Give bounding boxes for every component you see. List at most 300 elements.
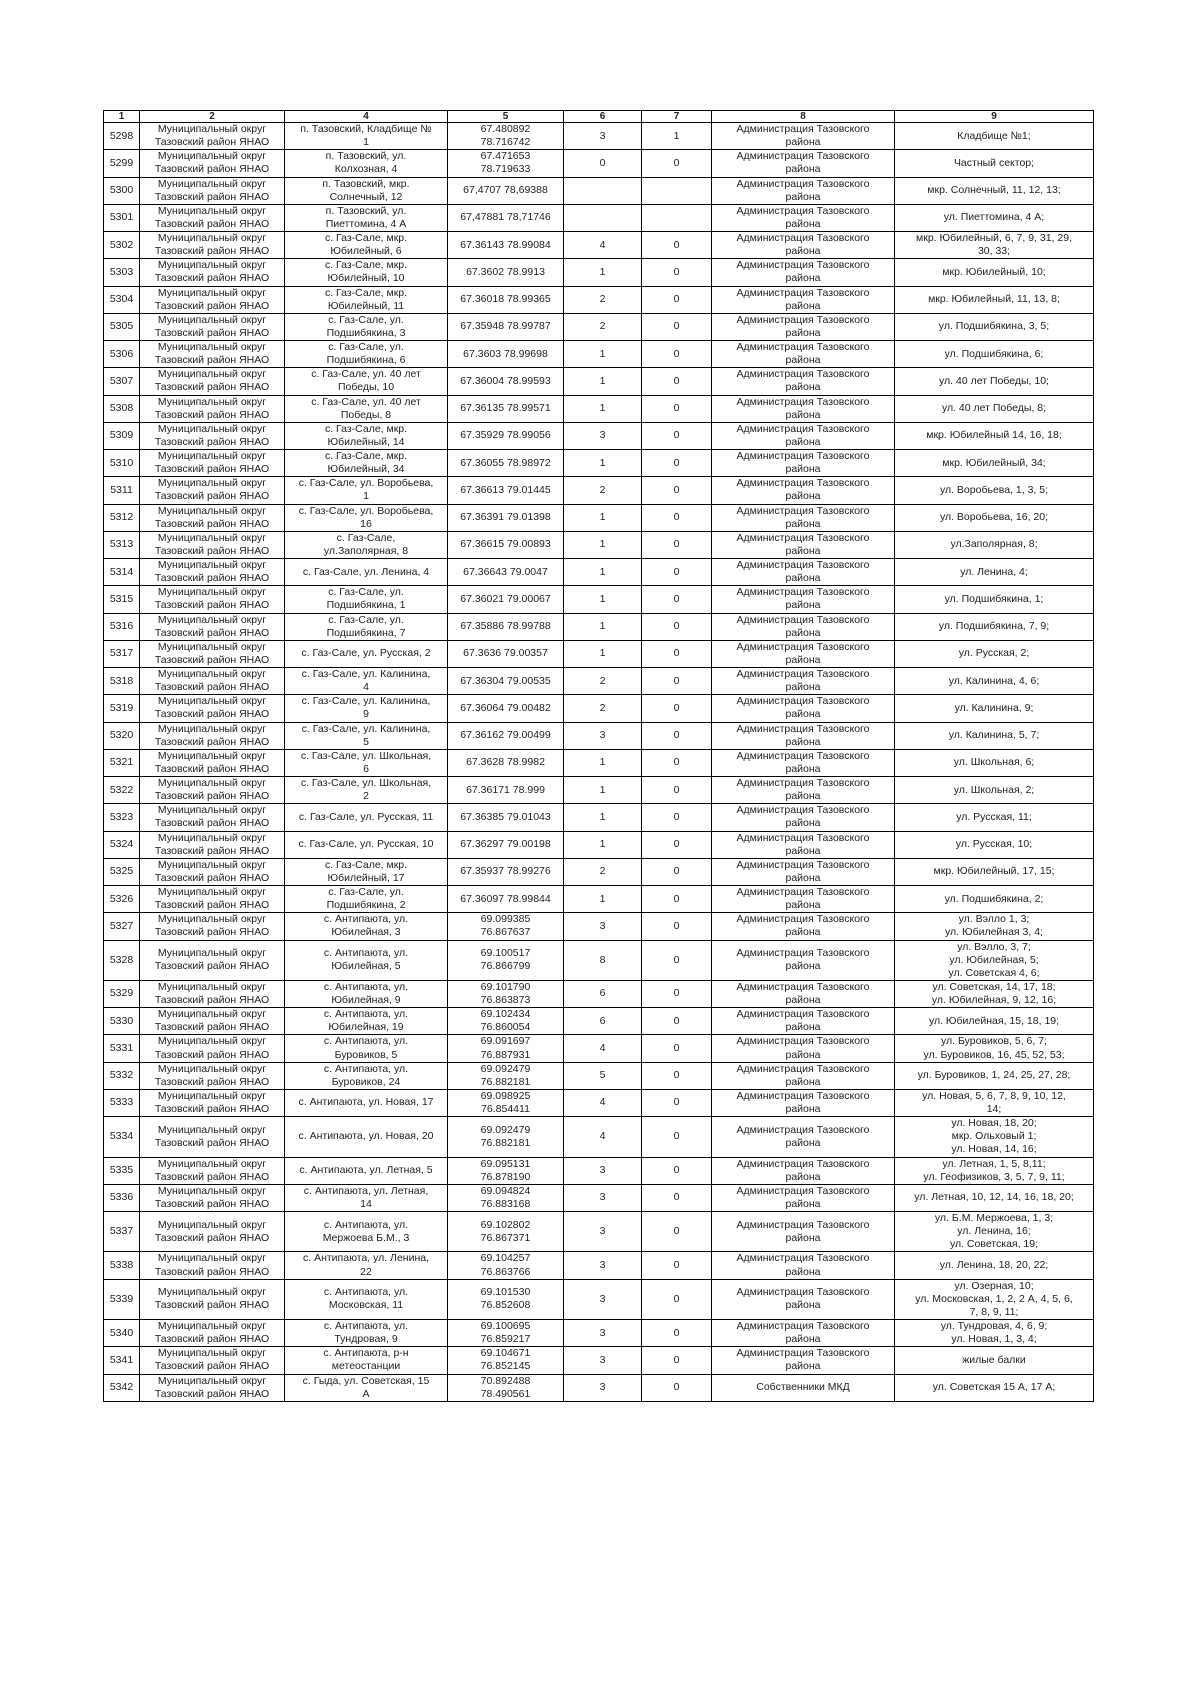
- bunker-count-cell: 0: [642, 722, 712, 749]
- coordinates-cell: 69.104671 76.852145: [448, 1347, 564, 1374]
- owner-cell: Администрация Тазовского района: [712, 913, 895, 940]
- coordinates-cell: 69.095131 76.878190: [448, 1157, 564, 1184]
- municipality-cell: Муниципальный округ Тазовский район ЯНАО: [140, 886, 285, 913]
- coordinates-cell: 67.36385 79.01043: [448, 804, 564, 831]
- table-row: [104, 450, 1094, 477]
- row-number-cell: 5317: [104, 640, 140, 667]
- coordinates-cell: 67.3602 78.9913: [448, 259, 564, 286]
- coordinates-cell: 67.36171 78.999: [448, 777, 564, 804]
- municipality-cell: Муниципальный округ Тазовский район ЯНАО: [140, 204, 285, 231]
- container-count-cell: 1: [564, 559, 642, 586]
- row-number-cell: 5310: [104, 450, 140, 477]
- owner-cell: Администрация Тазовского района: [712, 586, 895, 613]
- container-count-cell: 2: [564, 286, 642, 313]
- coordinates-cell: 67.36297 79.00198: [448, 831, 564, 858]
- coordinates-cell: 67.471653 78.719633: [448, 150, 564, 177]
- municipality-cell: Муниципальный округ Тазовский район ЯНАО: [140, 341, 285, 368]
- served-addresses-cell: ул. Ленина, 4;: [895, 559, 1094, 586]
- row-number-cell: 5332: [104, 1062, 140, 1089]
- municipality-cell: Муниципальный округ Тазовский район ЯНАО: [140, 777, 285, 804]
- bunker-count-cell: 0: [642, 1008, 712, 1035]
- owner-cell: Администрация Тазовского района: [712, 1320, 895, 1347]
- owner-cell: Администрация Тазовского района: [712, 831, 895, 858]
- container-count-cell: 1: [564, 749, 642, 776]
- bunker-count-cell: 0: [642, 831, 712, 858]
- municipality-cell: Муниципальный округ Тазовский район ЯНАО: [140, 531, 285, 558]
- bunker-count-cell: 0: [642, 858, 712, 885]
- served-addresses-cell: ул. Подшибякина, 3, 5;: [895, 313, 1094, 340]
- row-number-cell: 5334: [104, 1117, 140, 1157]
- row-number-cell: 5338: [104, 1252, 140, 1279]
- coordinates-cell: 67.35929 78.99056: [448, 422, 564, 449]
- coordinates-cell: 69.092479 76.882181: [448, 1117, 564, 1157]
- table-row: [104, 1062, 1094, 1089]
- container-count-cell: 4: [564, 1117, 642, 1157]
- coordinates-cell: 67.36162 79.00499: [448, 722, 564, 749]
- address-cell: с. Газ-Сале, ул. Подшибякина, 1: [285, 586, 448, 613]
- row-number-cell: 5324: [104, 831, 140, 858]
- served-addresses-cell: ул. Подшибякина, 1;: [895, 586, 1094, 613]
- container-count-cell: 3: [564, 1252, 642, 1279]
- row-number-cell: 5337: [104, 1212, 140, 1252]
- row-number-cell: 5339: [104, 1279, 140, 1319]
- served-addresses-cell: ул. Калинина, 9;: [895, 695, 1094, 722]
- municipality-cell: Муниципальный округ Тазовский район ЯНАО: [140, 150, 285, 177]
- table-row: [104, 368, 1094, 395]
- bunker-count-cell: 0: [642, 749, 712, 776]
- address-cell: с. Газ-Сале, ул. Школьная, 2: [285, 777, 448, 804]
- bunker-count-cell: 0: [642, 341, 712, 368]
- coordinates-cell: 67.36643 79.0047: [448, 559, 564, 586]
- address-cell: с. Газ-Сале, ул. Калинина, 4: [285, 668, 448, 695]
- address-cell: с. Газ-Сале, ул. Школьная, 6: [285, 749, 448, 776]
- row-number-cell: 5307: [104, 368, 140, 395]
- served-addresses-cell: ул. Калинина, 4, 6;: [895, 668, 1094, 695]
- bunker-count-cell: 0: [642, 1252, 712, 1279]
- owner-cell: Администрация Тазовского района: [712, 286, 895, 313]
- owner-cell: Администрация Тазовского района: [712, 613, 895, 640]
- served-addresses-cell: ул. Летная, 1, 5, 8,11; ул. Геофизиков, 3, 5, 7, 9, 11;: [895, 1157, 1094, 1184]
- table-row: [104, 477, 1094, 504]
- row-number-cell: 5298: [104, 123, 140, 150]
- coordinates-cell: 69.102802 76.867371: [448, 1212, 564, 1252]
- owner-cell: Администрация Тазовского района: [712, 1279, 895, 1319]
- container-count-cell: 0: [564, 150, 642, 177]
- address-cell: с. Газ-Сале, ул. Русская, 10: [285, 831, 448, 858]
- municipality-cell: Муниципальный округ Тазовский район ЯНАО: [140, 450, 285, 477]
- row-number-cell: 5331: [104, 1035, 140, 1062]
- municipality-cell: Муниципальный округ Тазовский район ЯНАО: [140, 858, 285, 885]
- bunker-count-cell: 0: [642, 477, 712, 504]
- row-number-cell: 5314: [104, 559, 140, 586]
- served-addresses-cell: Частный сектор;: [895, 150, 1094, 177]
- row-number-cell: 5328: [104, 940, 140, 980]
- owner-cell: Администрация Тазовского района: [712, 123, 895, 150]
- table-row: [104, 831, 1094, 858]
- served-addresses-cell: ул. Подшибякина, 2;: [895, 886, 1094, 913]
- municipality-cell: Муниципальный округ Тазовский район ЯНАО: [140, 613, 285, 640]
- coordinates-cell: 70.892488 78.490561: [448, 1374, 564, 1401]
- municipality-cell: Муниципальный округ Тазовский район ЯНАО: [140, 1279, 285, 1319]
- row-number-cell: 5319: [104, 695, 140, 722]
- owner-cell: Администрация Тазовского района: [712, 980, 895, 1007]
- coordinates-cell: 67.36004 78.99593: [448, 368, 564, 395]
- row-number-cell: 5329: [104, 980, 140, 1007]
- served-addresses-cell: ул. Новая, 18, 20; мкр. Ольховый 1; ул. Новая, 14, 16;: [895, 1117, 1094, 1157]
- table-row: [104, 1374, 1094, 1401]
- container-count-cell: 4: [564, 1035, 642, 1062]
- served-addresses-cell: жилые балки: [895, 1347, 1094, 1374]
- owner-cell: Администрация Тазовского района: [712, 313, 895, 340]
- address-cell: с. Газ-Сале, ул. Воробьева, 16: [285, 504, 448, 531]
- bunker-count-cell: 0: [642, 150, 712, 177]
- owner-cell: Администрация Тазовского района: [712, 1252, 895, 1279]
- bunker-count-cell: 0: [642, 1089, 712, 1116]
- owner-cell: Администрация Тазовского района: [712, 1347, 895, 1374]
- table-row: [104, 259, 1094, 286]
- owner-cell: Администрация Тазовского района: [712, 722, 895, 749]
- address-cell: с. Газ-Сале, ул. Калинина, 5: [285, 722, 448, 749]
- table-row: [104, 613, 1094, 640]
- owner-cell: Администрация Тазовского района: [712, 886, 895, 913]
- municipality-cell: Муниципальный округ Тазовский район ЯНАО: [140, 368, 285, 395]
- bunker-count-cell: 0: [642, 668, 712, 695]
- row-number-cell: 5321: [104, 749, 140, 776]
- owner-cell: Администрация Тазовского района: [712, 1184, 895, 1211]
- municipality-cell: Муниципальный округ Тазовский район ЯНАО: [140, 749, 285, 776]
- owner-cell: Администрация Тазовского района: [712, 940, 895, 980]
- municipality-cell: Муниципальный округ Тазовский район ЯНАО: [140, 1089, 285, 1116]
- address-cell: с. Газ-Сале, мкр. Юбилейный, 11: [285, 286, 448, 313]
- container-count-cell: 8: [564, 940, 642, 980]
- table-row: [104, 1035, 1094, 1062]
- owner-cell: Администрация Тазовского района: [712, 177, 895, 204]
- address-cell: с. Антипаюта, ул. Летная, 14: [285, 1184, 448, 1211]
- coordinates-cell: 67.36304 79.00535: [448, 668, 564, 695]
- container-count-cell: 2: [564, 313, 642, 340]
- table-row: [104, 123, 1094, 150]
- served-addresses-cell: мкр. Юбилейный, 11, 13, 8;: [895, 286, 1094, 313]
- municipality-cell: Муниципальный округ Тазовский район ЯНАО: [140, 422, 285, 449]
- container-count-cell: 3: [564, 722, 642, 749]
- address-cell: с. Газ-Сале, ул. Воробьева, 1: [285, 477, 448, 504]
- municipality-cell: Муниципальный округ Тазовский район ЯНАО: [140, 1252, 285, 1279]
- owner-cell: Администрация Тазовского района: [712, 531, 895, 558]
- municipality-cell: Муниципальный округ Тазовский район ЯНАО: [140, 559, 285, 586]
- served-addresses-cell: ул. Воробьева, 1, 3, 5;: [895, 477, 1094, 504]
- address-cell: с. Антипаюта, ул. Юбилейная, 3: [285, 913, 448, 940]
- row-number-cell: 5306: [104, 341, 140, 368]
- address-cell: с. Антипаюта, ул. Тундровая, 9: [285, 1320, 448, 1347]
- served-addresses-cell: мкр. Юбилейный 14, 16, 18;: [895, 422, 1094, 449]
- row-number-cell: 5326: [104, 886, 140, 913]
- coordinates-cell: 69.100695 76.859217: [448, 1320, 564, 1347]
- address-cell: с. Антипаюта, ул. Юбилейная, 5: [285, 940, 448, 980]
- address-cell: с. Газ-Сале, ул. 40 лет Победы, 8: [285, 395, 448, 422]
- municipality-cell: Муниципальный округ Тазовский район ЯНАО: [140, 1062, 285, 1089]
- municipality-cell: Муниципальный округ Тазовский район ЯНАО: [140, 1184, 285, 1211]
- table-row: [104, 1279, 1094, 1319]
- address-cell: п. Тазовский, ул. Колхозная, 4: [285, 150, 448, 177]
- owner-cell: Администрация Тазовского района: [712, 150, 895, 177]
- bunker-count-cell: 0: [642, 886, 712, 913]
- address-cell: с. Газ-Сале, мкр. Юбилейный, 34: [285, 450, 448, 477]
- served-addresses-cell: ул. Пиеттомина, 4 А;: [895, 204, 1094, 231]
- served-addresses-cell: ул. Озерная, 10; ул. Московская, 1, 2, 2 А, 4, 5, 6, 7, 8, 9, 11;: [895, 1279, 1094, 1319]
- container-count-cell: 4: [564, 1089, 642, 1116]
- table-row: [104, 913, 1094, 940]
- served-addresses-cell: ул. Русская, 2;: [895, 640, 1094, 667]
- coordinates-cell: 67.36615 79.00893: [448, 531, 564, 558]
- served-addresses-cell: ул. Русская, 10;: [895, 831, 1094, 858]
- container-count-cell: 1: [564, 586, 642, 613]
- served-addresses-cell: ул. Школьная, 2;: [895, 777, 1094, 804]
- container-count-cell: [564, 177, 642, 204]
- column-header-9: 9: [895, 111, 1094, 123]
- container-count-cell: 5: [564, 1062, 642, 1089]
- municipality-cell: Муниципальный округ Тазовский район ЯНАО: [140, 1347, 285, 1374]
- table-row: [104, 668, 1094, 695]
- table-row: [104, 1347, 1094, 1374]
- served-addresses-cell: ул. Вэлло 1, 3; ул. Юбилейная 3, 4;: [895, 913, 1094, 940]
- row-number-cell: 5309: [104, 422, 140, 449]
- municipality-cell: Муниципальный округ Тазовский район ЯНАО: [140, 831, 285, 858]
- owner-cell: Администрация Тазовского района: [712, 1212, 895, 1252]
- address-cell: с. Газ-Сале, мкр. Юбилейный, 17: [285, 858, 448, 885]
- coordinates-cell: 67.36018 78.99365: [448, 286, 564, 313]
- table-row: [104, 286, 1094, 313]
- owner-cell: Администрация Тазовского района: [712, 504, 895, 531]
- bunker-count-cell: 0: [642, 1157, 712, 1184]
- container-count-cell: 1: [564, 450, 642, 477]
- address-cell: с. Антипаюта, ул. Мержоева Б.М., 3: [285, 1212, 448, 1252]
- row-number-cell: 5320: [104, 722, 140, 749]
- row-number-cell: 5318: [104, 668, 140, 695]
- served-addresses-cell: мкр. Юбилейный, 6, 7, 9, 31, 29, 30, 33;: [895, 232, 1094, 259]
- column-header-8: 8: [712, 111, 895, 123]
- address-cell: с. Газ-Сале, ул. Калинина, 9: [285, 695, 448, 722]
- coordinates-cell: 67.3636 79.00357: [448, 640, 564, 667]
- coordinates-cell: 67.36097 78.99844: [448, 886, 564, 913]
- served-addresses-cell: ул. Подшибякина, 6;: [895, 341, 1094, 368]
- coordinates-cell: 67.3628 78.9982: [448, 749, 564, 776]
- owner-cell: Администрация Тазовского района: [712, 1062, 895, 1089]
- owner-cell: Администрация Тазовского района: [712, 559, 895, 586]
- bunker-count-cell: [642, 204, 712, 231]
- owner-cell: Администрация Тазовского района: [712, 232, 895, 259]
- row-number-cell: 5341: [104, 1347, 140, 1374]
- municipality-cell: Муниципальный округ Тазовский район ЯНАО: [140, 395, 285, 422]
- container-count-cell: 3: [564, 1279, 642, 1319]
- coordinates-cell: 67.36064 79.00482: [448, 695, 564, 722]
- address-cell: с. Гыда, ул. Советская, 15 А: [285, 1374, 448, 1401]
- row-number-cell: 5301: [104, 204, 140, 231]
- address-cell: с. Газ-Сале, ул. Русская, 2: [285, 640, 448, 667]
- address-cell: с. Газ-Сале, мкр. Юбилейный, 10: [285, 259, 448, 286]
- row-number-cell: 5300: [104, 177, 140, 204]
- served-addresses-cell: ул. Б.М. Мержоева, 1, 3; ул. Ленина, 16; ул. Советская, 19;: [895, 1212, 1094, 1252]
- row-number-cell: 5333: [104, 1089, 140, 1116]
- municipality-cell: Муниципальный округ Тазовский район ЯНАО: [140, 804, 285, 831]
- served-addresses-cell: ул. Воробьева, 16, 20;: [895, 504, 1094, 531]
- address-cell: с. Антипаюта, ул. Юбилейная, 9: [285, 980, 448, 1007]
- container-count-cell: 1: [564, 531, 642, 558]
- bunker-count-cell: 0: [642, 1062, 712, 1089]
- address-cell: п. Тазовский, ул. Пиеттомина, 4 А: [285, 204, 448, 231]
- row-number-cell: 5313: [104, 531, 140, 558]
- coordinates-cell: 67.3603 78.99698: [448, 341, 564, 368]
- coordinates-cell: 67.36055 78.98972: [448, 450, 564, 477]
- container-count-cell: 3: [564, 1212, 642, 1252]
- bunker-count-cell: 0: [642, 804, 712, 831]
- row-number-cell: 5327: [104, 913, 140, 940]
- container-count-cell: 1: [564, 831, 642, 858]
- owner-cell: Администрация Тазовского района: [712, 1008, 895, 1035]
- served-addresses-cell: ул. Ленина, 18, 20, 22;: [895, 1252, 1094, 1279]
- address-cell: с. Газ-Сале, ул. Подшибякина, 7: [285, 613, 448, 640]
- coordinates-cell: 69.099385 76.867637: [448, 913, 564, 940]
- coordinates-cell: 69.101790 76.863873: [448, 980, 564, 1007]
- table-row: [104, 422, 1094, 449]
- row-number-cell: 5305: [104, 313, 140, 340]
- row-number-cell: 5312: [104, 504, 140, 531]
- row-number-cell: 5302: [104, 232, 140, 259]
- coordinates-cell: 67.36021 79.00067: [448, 586, 564, 613]
- row-number-cell: 5323: [104, 804, 140, 831]
- bunker-count-cell: 0: [642, 313, 712, 340]
- coordinates-cell: 69.094824 76.883168: [448, 1184, 564, 1211]
- municipality-cell: Муниципальный округ Тазовский район ЯНАО: [140, 722, 285, 749]
- coordinates-cell: 67.36391 79.01398: [448, 504, 564, 531]
- owner-cell: Администрация Тазовского района: [712, 668, 895, 695]
- table-row: [104, 531, 1094, 558]
- table-row: [104, 749, 1094, 776]
- bunker-count-cell: 0: [642, 450, 712, 477]
- owner-cell: Администрация Тазовского района: [712, 1157, 895, 1184]
- table-row: [104, 1184, 1094, 1211]
- bunker-count-cell: [642, 177, 712, 204]
- municipality-cell: Муниципальный округ Тазовский район ЯНАО: [140, 940, 285, 980]
- bunker-count-cell: 0: [642, 232, 712, 259]
- row-number-cell: 5335: [104, 1157, 140, 1184]
- address-cell: с. Газ-Сале, ул. 40 лет Победы, 10: [285, 368, 448, 395]
- document-table-container: [103, 110, 1093, 1402]
- table-header-row: [104, 111, 1094, 123]
- container-count-cell: 2: [564, 477, 642, 504]
- container-count-cell: 1: [564, 777, 642, 804]
- bunker-count-cell: 0: [642, 1374, 712, 1401]
- coordinates-cell: 67.480892 78.716742: [448, 123, 564, 150]
- owner-cell: Администрация Тазовского района: [712, 341, 895, 368]
- served-addresses-cell: ул. Русская, 11;: [895, 804, 1094, 831]
- municipality-cell: Муниципальный округ Тазовский район ЯНАО: [140, 640, 285, 667]
- address-cell: с. Антипаюта, ул. Московская, 11: [285, 1279, 448, 1319]
- address-cell: с. Газ-Сале, ул. Ленина, 4: [285, 559, 448, 586]
- owner-cell: Администрация Тазовского района: [712, 777, 895, 804]
- column-header-6: 6: [564, 111, 642, 123]
- table-row: [104, 1252, 1094, 1279]
- table-row: [104, 504, 1094, 531]
- table-row: [104, 980, 1094, 1007]
- municipality-cell: Муниципальный округ Тазовский район ЯНАО: [140, 313, 285, 340]
- table-row: [104, 395, 1094, 422]
- container-count-cell: 2: [564, 695, 642, 722]
- bunker-count-cell: 0: [642, 504, 712, 531]
- coordinates-cell: 67.35948 78.99787: [448, 313, 564, 340]
- table-row: [104, 177, 1094, 204]
- served-addresses-cell: мкр. Юбилейный, 17, 15;: [895, 858, 1094, 885]
- table-row: [104, 886, 1094, 913]
- container-count-cell: 6: [564, 980, 642, 1007]
- container-count-cell: 1: [564, 613, 642, 640]
- table-row: [104, 313, 1094, 340]
- municipality-cell: Муниципальный округ Тазовский район ЯНАО: [140, 913, 285, 940]
- address-cell: с. Газ-Сале, мкр. Юбилейный, 14: [285, 422, 448, 449]
- table-row: [104, 722, 1094, 749]
- municipality-cell: Муниципальный округ Тазовский район ЯНАО: [140, 1008, 285, 1035]
- bunker-count-cell: 0: [642, 1184, 712, 1211]
- table-row: [104, 858, 1094, 885]
- address-cell: с. Антипаюта, ул. Ленина, 22: [285, 1252, 448, 1279]
- container-count-cell: 3: [564, 1184, 642, 1211]
- municipality-cell: Муниципальный округ Тазовский район ЯНАО: [140, 586, 285, 613]
- table-row: [104, 804, 1094, 831]
- column-header-5: 5: [448, 111, 564, 123]
- row-number-cell: 5311: [104, 477, 140, 504]
- bunker-count-cell: 0: [642, 422, 712, 449]
- address-cell: с. Антипаюта, ул. Буровиков, 5: [285, 1035, 448, 1062]
- coordinates-cell: 67.35886 78.99788: [448, 613, 564, 640]
- bunker-count-cell: 0: [642, 1117, 712, 1157]
- column-header-7: 7: [642, 111, 712, 123]
- address-cell: с. Газ-Сале, ул.Заполярная, 8: [285, 531, 448, 558]
- owner-cell: Администрация Тазовского района: [712, 259, 895, 286]
- coordinates-cell: 69.101530 76.852608: [448, 1279, 564, 1319]
- table-row: [104, 341, 1094, 368]
- served-addresses-cell: ул. Буровиков, 1, 24, 25, 27, 28;: [895, 1062, 1094, 1089]
- container-count-cell: 3: [564, 1347, 642, 1374]
- coordinates-cell: 67.36143 78.99084: [448, 232, 564, 259]
- municipality-cell: Муниципальный округ Тазовский район ЯНАО: [140, 1374, 285, 1401]
- served-addresses-cell: ул. Новая, 5, 6, 7, 8, 9, 10, 12, 14;: [895, 1089, 1094, 1116]
- container-count-cell: 6: [564, 1008, 642, 1035]
- column-header-4: 4: [285, 111, 448, 123]
- container-count-cell: 1: [564, 640, 642, 667]
- address-cell: с. Антипаюта, р-н метеостанции: [285, 1347, 448, 1374]
- column-header-1: 1: [104, 111, 140, 123]
- address-cell: п. Тазовский, Кладбище № 1: [285, 123, 448, 150]
- table-row: [104, 559, 1094, 586]
- bunker-count-cell: 0: [642, 777, 712, 804]
- container-count-cell: 2: [564, 668, 642, 695]
- served-addresses-cell: ул. Советская 15 А, 17 А;: [895, 1374, 1094, 1401]
- container-count-cell: 1: [564, 341, 642, 368]
- owner-cell: Администрация Тазовского района: [712, 1089, 895, 1116]
- municipality-cell: Муниципальный округ Тазовский район ЯНАО: [140, 477, 285, 504]
- bunker-count-cell: 1: [642, 123, 712, 150]
- coordinates-cell: 69.104257 76.863766: [448, 1252, 564, 1279]
- container-count-cell: 3: [564, 1320, 642, 1347]
- owner-cell: Администрация Тазовского района: [712, 204, 895, 231]
- table-row: [104, 1157, 1094, 1184]
- table-row: [104, 1089, 1094, 1116]
- coordinates-cell: 67.35937 78.99276: [448, 858, 564, 885]
- table-row: [104, 232, 1094, 259]
- container-count-cell: [564, 204, 642, 231]
- address-cell: с. Газ-Сале, ул. Подшибякина, 2: [285, 886, 448, 913]
- column-header-2: 2: [140, 111, 285, 123]
- served-addresses-cell: ул. 40 лет Победы, 8;: [895, 395, 1094, 422]
